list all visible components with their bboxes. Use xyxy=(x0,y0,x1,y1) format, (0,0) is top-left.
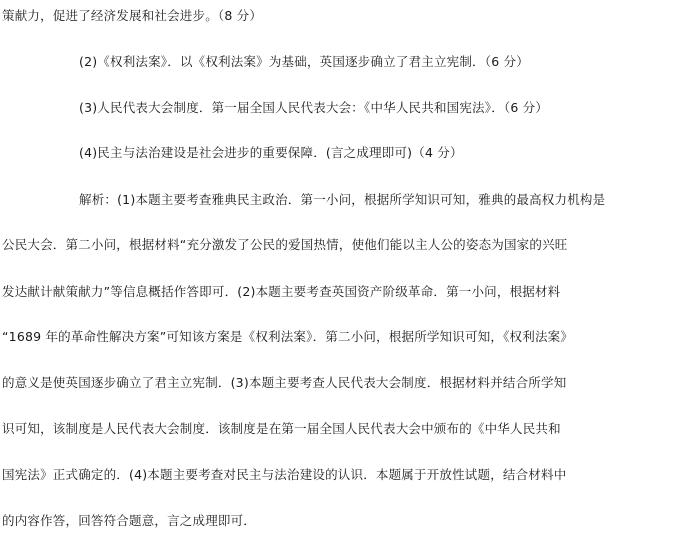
analysis-line-4: “1689 年的革命性解决方案”可知该方案是《权利法案》．第二小问，根据所学知识可知，《权利法案》 xyxy=(2,329,574,344)
answer-line-4: (4)民主与法治建设是社会进步的重要保障．(言之成理即可)（4 分） xyxy=(79,145,463,160)
analysis-line-2: 公民大会．第二小问，根据材料“充分激发了公民的爱国热情，使他们能以主人公的姿态为国家的兴旺 xyxy=(2,237,568,252)
analysis-line-3: 发达献计献策献力”等信息概括作答即可．(2)本题主要考查英国资产阶级革命．第一小问，根据材料 xyxy=(2,284,561,299)
analysis-line-7: 国宪法》正式确定的．(4)本题主要考查对民主与法治建设的认识．本题属于开放性试题，结合材料中 xyxy=(2,467,567,482)
answer-line-2: (2)《权利法案》．以《权利法案》为基础，英国逐步确立了君主立宪制．（6 分） xyxy=(79,54,529,69)
analysis-line-5: 的意义是使英国逐步确立了君主立宪制．(3)本题主要考查人民代表大会制度．根据材料并结合所学知 xyxy=(2,375,567,390)
answer-line-1-continuation: 策献力，促进了经济发展和社会进步。（8 分） xyxy=(2,8,263,23)
answer-line-3: (3)人民代表大会制度．第一届全国人民代表大会：《中华人民共和国宪法》．（6 分） xyxy=(79,100,549,115)
analysis-line-1: 解析：(1)本题主要考查雅典民主政治．第一小问，根据所学知识可知，雅典的最高权力机构是 xyxy=(79,192,606,207)
analysis-line-8: 的内容作答，回答符合题意，言之成理即可． xyxy=(2,513,257,528)
analysis-line-6: 识可知，该制度是人民代表大会制度．该制度是在第一届全国人民代表大会中颁布的《中华人民共和 xyxy=(2,421,561,436)
